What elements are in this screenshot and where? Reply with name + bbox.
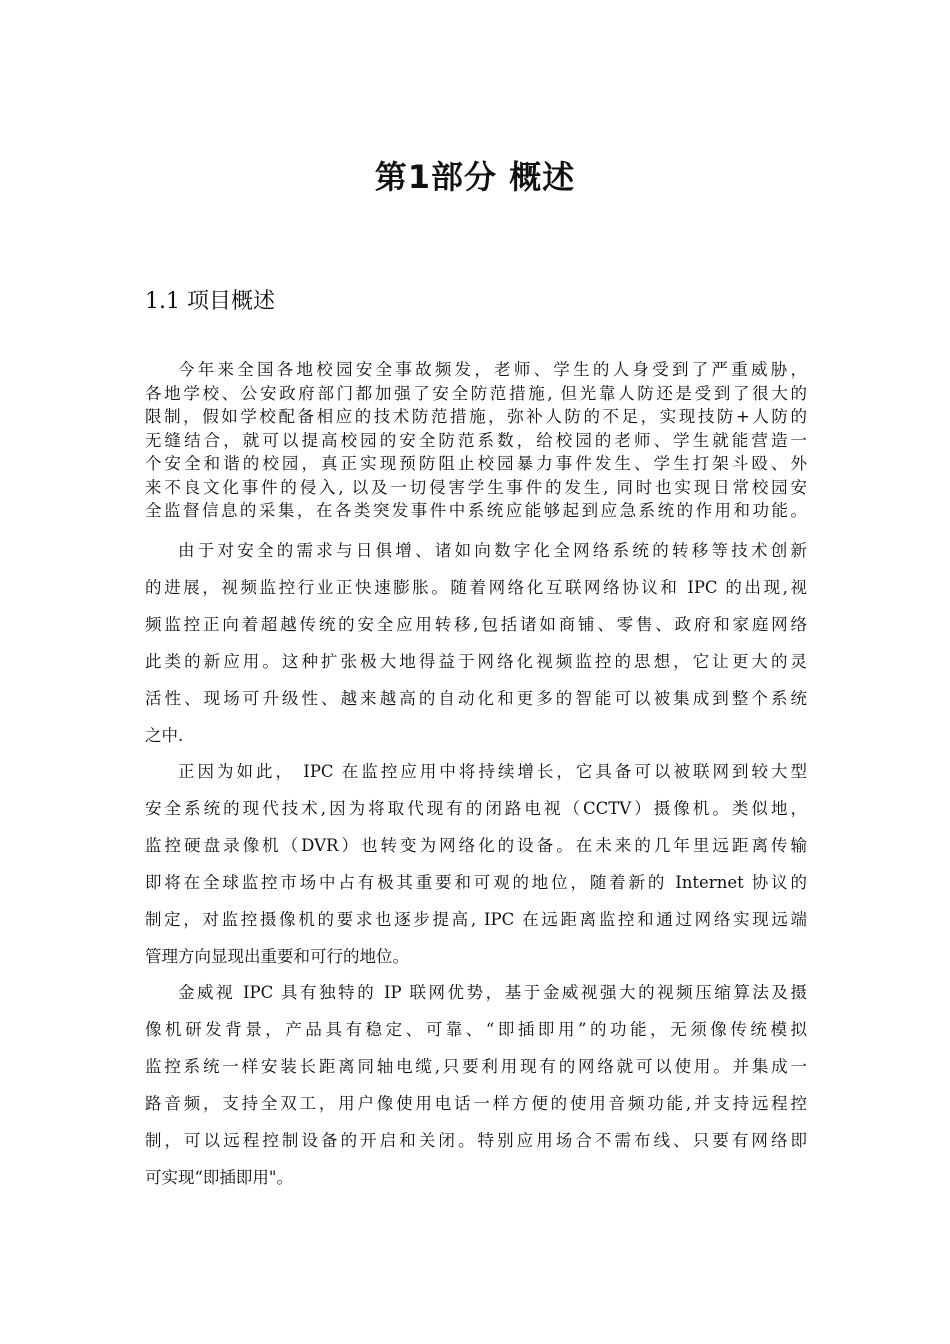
paragraph-intro	[145, 358, 807, 523]
paragraph-line: 管理方向显现出重要和可行的地位。	[145, 947, 409, 966]
paragraph-line: 个安全和谐的校园，真正实现预防阻止校园暴力事件发生、学生打架斗殴、外	[145, 454, 807, 473]
paragraph-ipc-growth	[145, 753, 807, 975]
paragraph-line: 金威视 IPC 具有独特的 IP 联网优势，基于金威视强大的视频压缩算法及摄	[178, 983, 807, 1002]
paragraph-line: 制，可以远程控制设备的开启和关闭。特别应用场合不需布线、只要有网络即	[145, 1131, 807, 1150]
paragraph-line: 安全系统的现代技术,因为将取代现有的闭路电视（CCTV）摄像机。类似地，	[145, 799, 807, 818]
paragraph-line: 来不良文化事件的侵入, 以及一切侵害学生事件的发生, 同时也实现日常校园安	[145, 477, 807, 497]
paragraph-line: 此类的新应用。这种扩张极大地得益于网络化视频监控的思想，它让更大的灵	[145, 652, 807, 671]
paragraph-line: 无缝结合，就可以提高校园的安全防范系数，给校园的老师、学生就能营造一	[145, 430, 807, 450]
paragraph-line: 今年来全国各地校园安全事故频发，老师、学生的人身受到了严重威胁，	[178, 360, 807, 379]
paragraph-demand	[145, 532, 807, 754]
paragraph-line: 正因为如此， IPC 在监控应用中将持续增长，它具备可以被联网到较大型	[178, 762, 807, 781]
paragraph-line: 制定，对监控摄像机的要求也逐步提高, IPC 在远距离监控和通过网络实现远端	[145, 910, 807, 929]
paragraph-line: 路音频，支持全双工，用户像使用电话一样方便的使用音频功能,并支持远程控	[145, 1094, 807, 1113]
paragraph-line: 之中.	[145, 726, 184, 745]
paragraph-line: 限制，假如学校配备相应的技术防范措施，弥补人防的不足，实现技防+人防的	[145, 407, 807, 426]
paragraph-line: 像机研发背景，产品具有稳定、可靠、“即插即用”的功能，无须像传统模拟	[145, 1020, 807, 1039]
paragraph-line: 全监督信息的采集，在各类突发事件中系统应能够起到应急系统的作用和功能。	[145, 501, 807, 520]
paragraph-line: 由于对安全的需求与日俱增、诸如向数字化全网络系统的转移等技术创新	[178, 541, 807, 560]
paragraph-line: 监控硬盘录像机（DVR）也转变为网络化的设备。在未来的几年里远距离传输	[145, 836, 807, 855]
paragraph-line: 的进展，视频监控行业正快速膨胀。随着网络化互联网络协议和 IPC 的出现,视	[145, 578, 807, 597]
paragraph-line: 监控系统一样安装长距离同轴电缆,只要利用现有的网络就可以使用。并集成一	[145, 1057, 807, 1076]
paragraph-line: 活性、现场可升级性、越来越高的自动化和更多的智能可以被集成到整个系统	[145, 689, 807, 708]
section-heading: 1.1 项目概述	[145, 289, 275, 314]
paragraph-product	[145, 974, 807, 1196]
paragraph-line: 即将在全球监控市场中占有极其重要和可观的地位，随着新的 Internet 协议的	[145, 873, 807, 892]
chapter-title: 第1部分 概述	[374, 158, 576, 196]
paragraph-line: 频监控正向着超越传统的安全应用转移,包括诸如商铺、零售、政府和家庭网络	[145, 615, 807, 634]
paragraph-line: 各地学校、公安政府部门都加强了安全防范措施, 但光靠人防还是受到了很大的	[145, 383, 807, 403]
paragraph-line: 可实现“即插即用"。	[145, 1168, 294, 1187]
